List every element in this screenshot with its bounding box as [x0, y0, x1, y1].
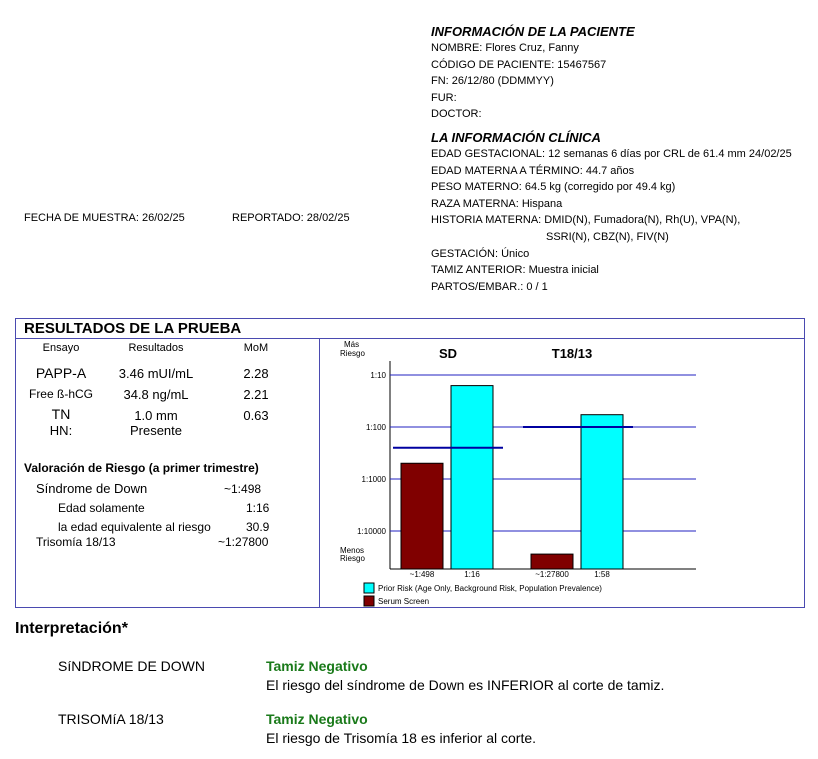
- maternal-weight: PESO MATERNO: 64.5 kg (corregido por 49.4 kg): [431, 181, 676, 193]
- legend-label: Serum Screen: [378, 597, 430, 606]
- col-assay: Ensayo: [42, 342, 80, 354]
- t18-label: Trisomía 18/13: [36, 535, 116, 549]
- risk-title: Valoración de Riesgo (a primer trimestre): [24, 461, 259, 475]
- result-free-bhcg: 34.8 ng/mL: [123, 387, 189, 402]
- mom-free-bhcg: 2.21: [243, 387, 269, 402]
- y-tick-label: 1:10000: [357, 527, 386, 536]
- gestation: GESTACIÓN: Único: [431, 248, 530, 260]
- serum-bar-label: ~1:27800: [535, 570, 569, 579]
- ylabel-top-2: Riesgo: [340, 349, 365, 358]
- age-equiv-label: la edad equivalente al riesgo: [58, 520, 211, 534]
- interpretation-title: Interpretación*: [15, 620, 128, 637]
- results-panel: [15, 318, 805, 608]
- serum-bar-label: ~1:498: [409, 570, 435, 579]
- group-title: SD: [438, 346, 458, 361]
- interp-status-down: Tamiz Negativo: [266, 658, 368, 674]
- prior-bar-label: 1:16: [464, 570, 480, 579]
- t18-value: ~1:27800: [218, 535, 269, 549]
- col-mom: MoM: [243, 342, 269, 354]
- maternal-race: RAZA MATERNA: Hispana: [431, 198, 563, 210]
- risk-chart: [320, 339, 804, 607]
- legend-swatch: [364, 583, 374, 593]
- patient-info: [431, 24, 811, 120]
- serum-bar: [531, 554, 573, 569]
- maternal-age: EDAD MATERNA A TÉRMINO: 44.7 años: [431, 165, 635, 177]
- ylabel-top-1: Más: [344, 340, 360, 349]
- patient-name: NOMBRE: Flores Cruz, Fanny: [431, 42, 579, 54]
- results-table: [16, 339, 320, 607]
- assay-free-bhcg: Free ß-hCG: [28, 387, 93, 401]
- legend-label: Prior Risk (Age Only, Background Risk, Population Prevalence): [378, 584, 602, 593]
- births: PARTOS/EMBAR.: 0 / 1: [431, 281, 548, 293]
- interp-detail-down: El riesgo del síndrome de Down es INFERIOR al corte de tamiz.: [266, 677, 665, 693]
- clinical-info: [431, 130, 816, 300]
- interp-condition-t18: TRISOMíA 18/13: [58, 711, 164, 727]
- assay-tn: TN: [51, 406, 71, 422]
- age-only-value: 1:16: [246, 501, 270, 515]
- clinical-header: LA INFORMACIÓN CLÍNICA: [431, 130, 601, 145]
- prior-bar: [581, 415, 623, 569]
- down-label: Síndrome de Down: [36, 481, 148, 496]
- prior-bar-label: 1:58: [594, 570, 610, 579]
- y-tick-label: 1:1000: [361, 475, 386, 484]
- y-tick-label: 1:10: [370, 371, 386, 380]
- serum-bar: [401, 463, 443, 569]
- assay-papp-a: PAPP-A: [35, 365, 87, 381]
- patient-header: INFORMACIÓN DE LA PACIENTE: [431, 24, 635, 39]
- maternal-history: HISTORIA MATERNA: DMID(N), Fumadora(N), Rh(U), VPA(N),: [431, 214, 741, 226]
- gestational-age: EDAD GESTACIONAL: 12 semanas 6 días por CRL de 61.4 mm 24/02/25: [431, 148, 792, 160]
- result-hn: Presente: [129, 423, 183, 438]
- results-title: RESULTADOS DE LA PRUEBA: [24, 320, 242, 337]
- down-value: ~1:498: [224, 482, 262, 496]
- age-equiv-value: 30.9: [246, 520, 270, 534]
- age-only-label: Edad solamente: [58, 501, 145, 515]
- col-results: Resultados: [128, 342, 184, 354]
- sample-date: FECHA DE MUESTRA: 26/02/25: [24, 212, 185, 224]
- maternal-history-cont: SSRI(N), CBZ(N), FIV(N): [546, 231, 669, 243]
- patient-fur: FUR:: [431, 92, 457, 104]
- prior-bar: [451, 386, 493, 569]
- ylabel-bottom-2: Riesgo: [340, 554, 365, 563]
- legend-swatch: [364, 596, 374, 606]
- result-tn: 1.0 mm: [134, 408, 178, 423]
- reported-date: REPORTADO: 28/02/25: [232, 212, 350, 224]
- mom-papp-a: 2.28: [243, 366, 269, 381]
- interp-status-t18: Tamiz Negativo: [266, 711, 368, 727]
- ylabel-bottom-1: Menos: [340, 546, 365, 555]
- results-title-bar: [16, 319, 804, 339]
- patient-doctor: DOCTOR:: [431, 108, 482, 120]
- interp-condition-down: SíNDROME DE DOWN: [58, 658, 205, 674]
- y-tick-label: 1:100: [365, 423, 386, 432]
- group-title: T18/13: [551, 346, 593, 361]
- patient-dob: FN: 26/12/80 (DDMMYY): [431, 75, 554, 87]
- result-papp-a: 3.46 mUI/mL: [118, 366, 194, 381]
- mom-tn: 0.63: [243, 408, 269, 423]
- assay-hn: HN:: [49, 423, 73, 438]
- patient-code: CÓDIGO DE PACIENTE: 15467567: [431, 59, 607, 71]
- previous-screen: TAMIZ ANTERIOR: Muestra inicial: [431, 264, 599, 276]
- interp-detail-t18: El riesgo de Trisomía 18 es inferior al corte.: [266, 730, 537, 746]
